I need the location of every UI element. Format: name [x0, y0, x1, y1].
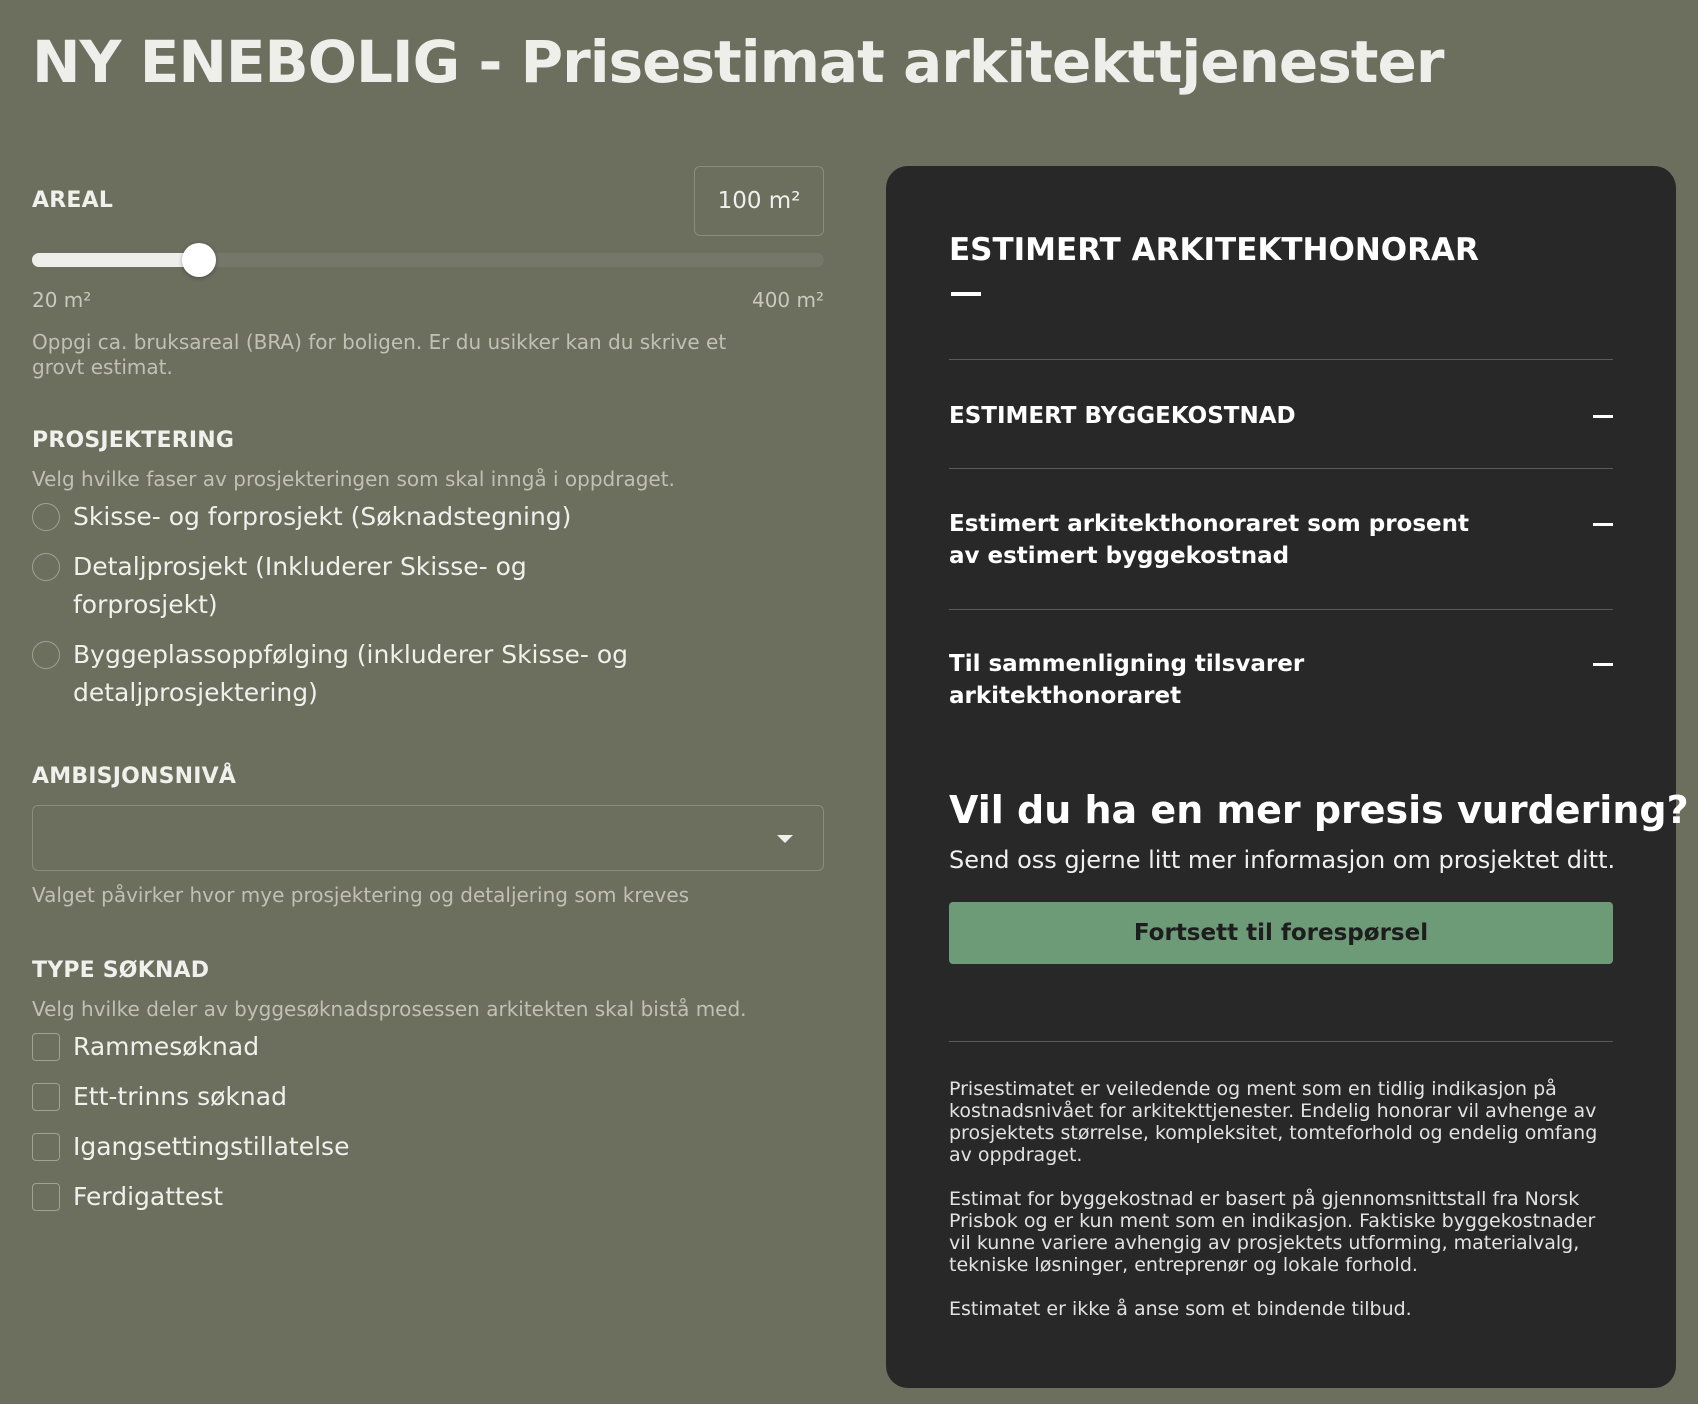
option-label: Rammesøknad	[73, 1032, 260, 1061]
option-label: Ett-trinns søknad	[73, 1082, 287, 1111]
continue-request-button[interactable]: Fortsett til forespørsel	[949, 902, 1613, 964]
prosjektering-help: Velg hvilke faser av prosjekteringen som skal inngå i oppdraget.	[32, 467, 675, 491]
area-min-label: 20 m²	[32, 288, 92, 312]
ambisjonsniva-select[interactable]	[32, 805, 824, 871]
collapse-icon[interactable]	[1593, 523, 1613, 526]
areal-help: Oppgi ca. bruksareal (BRA) for boligen. Er du usikker kan du skrive et grovt estimat.	[32, 330, 727, 379]
collapse-icon[interactable]	[1593, 663, 1613, 666]
area-range-labels	[32, 288, 824, 312]
soknad-option-ferdigattest[interactable]	[32, 1178, 824, 1216]
type-soknad-help: Velg hvilke deler av byggesøknadsprosessen arkitekten skal bistå med.	[32, 997, 747, 1021]
type-soknad-options	[32, 1028, 824, 1216]
area-slider-thumb[interactable]	[182, 243, 216, 277]
prosjektering-options	[32, 498, 824, 712]
option-label: Byggeplassoppfølging (inkluderer Skisse- og detaljprosjektering)	[73, 640, 629, 707]
radio-button[interactable]	[32, 553, 60, 581]
page-title: NY ENEBOLIG - Prisestimat arkitekttjenester	[32, 28, 1444, 96]
disclaimer-not-binding: Estimatet er ikke å anse som et bindende tilbud.	[949, 1298, 1412, 1320]
chevron-down-icon[interactable]	[777, 835, 793, 843]
checkbox[interactable]	[32, 1033, 60, 1061]
ambisjonsniva-label: AMBISJONSNIVÅ	[32, 764, 237, 789]
divider	[949, 359, 1613, 360]
disclaimer-byggekostnad: Estimat for byggekostnad er basert på gjennomsnittstall fra Norsk Prisbok og er kun ment som en indikasjon. Faktiske byggekostnader vil kunne variere avhengig av prosjektets utforming, materialvalg, tekniske løsninger, entreprenør og lokale forhold.	[949, 1188, 1596, 1276]
type-soknad-label: TYPE SØKNAD	[32, 958, 210, 983]
collapse-icon[interactable]	[1593, 415, 1613, 418]
prosjektering-label: PROSJEKTERING	[32, 428, 235, 453]
prosjektering-option-byggeplass[interactable]	[32, 636, 824, 712]
area-value-input[interactable]: 100 m²	[694, 166, 824, 236]
estimate-panel	[886, 166, 1689, 1388]
checkbox[interactable]	[32, 1083, 60, 1111]
panel-value-placeholder	[951, 292, 981, 296]
accordion-title-sammenligning[interactable]: Til sammenligning tilsvarer arkitekthonoraret	[949, 651, 1305, 709]
cta-subtext: Send oss gjerne litt mer informasjon om prosjektet ditt.	[949, 846, 1616, 874]
areal-header	[32, 164, 824, 234]
soknad-option-ett-trinns[interactable]	[32, 1078, 824, 1116]
type-soknad-section	[32, 958, 824, 1216]
option-label: Detaljprosjekt (Inkluderer Skisse- og forprosjekt)	[73, 552, 527, 619]
divider	[949, 1041, 1613, 1042]
option-label: Skisse- og forprosjekt (Søknadstegning)	[73, 502, 572, 531]
ambisjonsniva-section	[32, 764, 824, 908]
prosjektering-option-skisse[interactable]	[32, 498, 824, 536]
radio-button[interactable]	[32, 641, 60, 669]
checkbox[interactable]	[32, 1133, 60, 1161]
checkbox[interactable]	[32, 1183, 60, 1211]
cta-heading: Vil du ha en mer presis vurdering?	[949, 788, 1689, 832]
prosjektering-option-detaljprosjekt[interactable]	[32, 548, 824, 624]
soknad-option-igangsetting[interactable]	[32, 1128, 824, 1166]
soknad-option-rammesoknad[interactable]	[32, 1028, 824, 1066]
option-label: Ferdigattest	[73, 1182, 224, 1211]
divider	[949, 468, 1613, 469]
area-slider-fill	[32, 253, 199, 267]
divider	[949, 609, 1613, 610]
disclaimer-estimate: Prisestimatet er veiledende og ment som en tidlig indikasjon på kostnadsnivået for arkitekttjenester. Endelig honorar vil avhenge av prosjektets størrelse, kompleksitet, tomteforhold og endelig omfang av oppdraget.	[949, 1078, 1598, 1166]
area-max-label: 400 m²	[751, 288, 824, 312]
areal-label: AREAL	[32, 188, 114, 213]
panel-title: ESTIMERT ARKITEKTHONORAR	[949, 232, 1479, 268]
ambisjonsniva-help: Valget påvirker hvor mye prosjektering og detaljering som kreves	[32, 883, 690, 907]
calculator-form	[32, 164, 824, 1228]
option-label: Igangsettingstillatelse	[73, 1132, 350, 1161]
prosjektering-section	[32, 428, 824, 712]
area-slider[interactable]	[32, 242, 824, 276]
accordion-title-byggekostnad[interactable]: ESTIMERT BYGGEKOSTNAD	[949, 403, 1296, 429]
radio-button[interactable]	[32, 503, 60, 531]
accordion-title-prosent[interactable]: Estimert arkitekthonoraret som prosent av estimert byggekostnad	[949, 511, 1470, 569]
